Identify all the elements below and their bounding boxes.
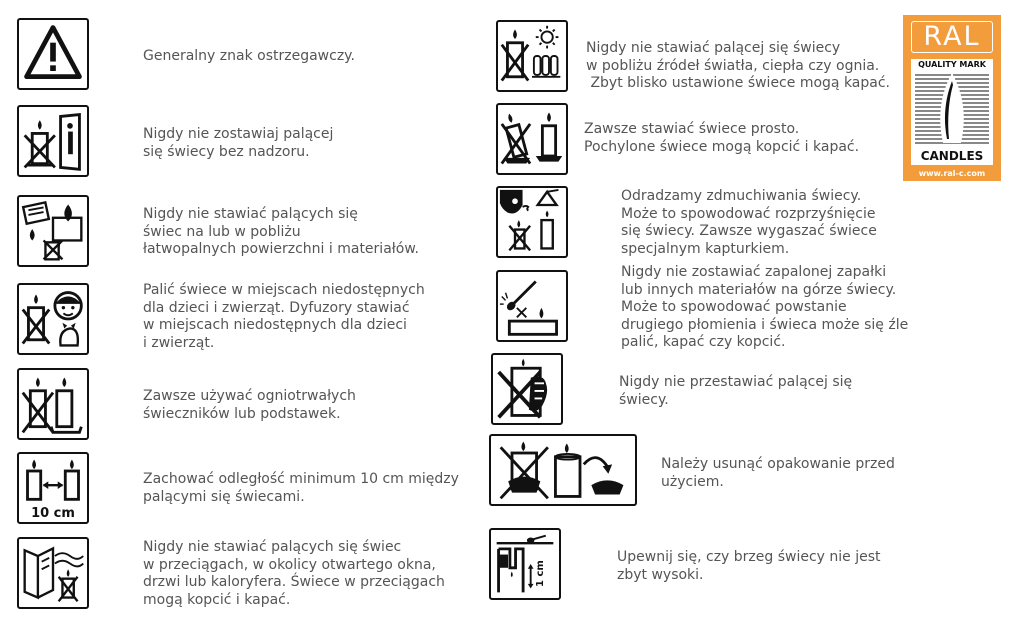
text-flammable: Nigdy nie stawiać palących się świec na lub w pobliżu łatwopalnych powierzchni i materiałów. [143, 206, 419, 257]
text-children-pets: Palić świece w miejscach niedostępnych dla dzieci i zwierząt. Dyfuzory stawiać w miejscach niedostępnych dla dzieci i zwierząt. [143, 282, 425, 351]
text-unattended: Nigdy nie zostawiaj palącej się świecy bez nadzoru. [143, 126, 334, 160]
snuffer-icon [496, 186, 568, 258]
text-fireproof: Zawsze używać ogniotrwałych świeczników lub podstawek. [143, 388, 356, 422]
text-draught: Nigdy nie stawiać palących się świec w przeciągach, w okolicy otwartego okna, drzwi lub kaloryfera. Świece w przeciągach mogą kopcić i kapać. [143, 539, 445, 608]
remove-packaging-icon [489, 434, 637, 506]
ral-candles-label: CANDLES [920, 149, 984, 163]
wick-edge-icon [489, 528, 561, 600]
distance-icon [17, 452, 89, 524]
moving-candle-icon [491, 353, 563, 425]
ral-badge [911, 59, 993, 165]
text-snuffer: Odradzamy zdmuchiwania świecy. Może to spowodować rozprzyśnięcie się świecy. Zawsze wygaszać świece specjalnym kapturkiem. [621, 188, 877, 257]
text-distance: Zachować odległość minimum 10 cm między palącymi się świecami. [143, 471, 459, 505]
flammable-materials-icon [17, 195, 89, 267]
heat-source-icon [496, 20, 568, 92]
ral-title: RAL [911, 21, 993, 53]
ral-quality-mark-logo [903, 15, 1001, 181]
wick-edge-label: 1 cm [535, 560, 546, 588]
draught-icon [17, 537, 89, 609]
ral-quality-label: QUALITY MARK [918, 60, 986, 69]
text-heat-source: Nigdy nie stawiać palącej się świecy w pobliżu źródeł światła, ciepła czy ognia. Zbyt blisko ustawione świece mogą kapać. [586, 40, 890, 91]
text-packaging: Należy usunąć opakowanie przed użyciem. [661, 456, 895, 490]
warning-triangle-icon [17, 18, 89, 90]
text-general-warning: Generalny znak ostrzegawczy. [143, 48, 355, 64]
unattended-candle-icon [17, 105, 89, 177]
text-wick-edge: Upewnij się, czy brzeg świecy nie jest zbyt wysoki. [617, 549, 881, 583]
ral-url: www.ral-c.com [918, 169, 986, 178]
text-moving: Nigdy nie przestawiać palącej się świecy. [619, 374, 853, 408]
text-upright: Zawsze stawiać świece prosto. Pochylone świece mogą kopcić i kapać. [584, 121, 860, 155]
children-pets-icon [17, 283, 89, 355]
match-icon [496, 270, 568, 342]
upright-candle-icon [496, 103, 568, 175]
fireproof-holder-icon [17, 368, 89, 440]
text-match: Nigdy nie zostawiać zapalonej zapałki lub innych materiałów na górze świecy. Może to spowodować powstanie drugiego płomienia i świeca może się źle palić, kapać czy kopcić. [621, 264, 909, 350]
distance-label: 10 cm [31, 506, 75, 521]
